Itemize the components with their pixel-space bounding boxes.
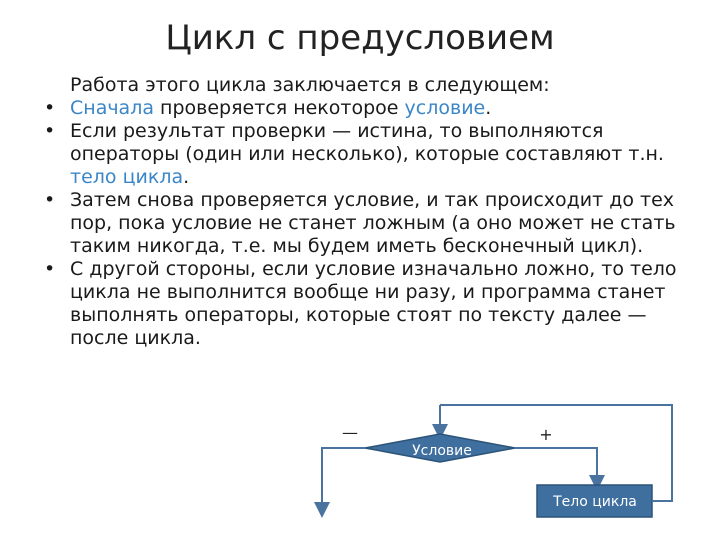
highlighted-term: Сначала xyxy=(70,97,154,119)
highlighted-term: тело цикла xyxy=(70,166,184,188)
highlighted-term: условие xyxy=(404,97,486,119)
bullet-text: . xyxy=(485,97,492,119)
false-branch-line xyxy=(322,448,365,510)
loop-body-label: Тело цикла xyxy=(553,494,637,510)
bullet-text: Если результат проверки — истина, то выполняются операторы (один или несколько), которые составляют т.н. xyxy=(70,120,664,165)
true-sign: + xyxy=(539,425,553,444)
false-sign: — xyxy=(342,423,358,442)
bullet-dot: • xyxy=(44,97,56,119)
bullet-dot: • xyxy=(44,258,56,280)
true-branch-line xyxy=(515,448,597,483)
bullet-dot: • xyxy=(44,120,56,142)
bullet-text: проверяется некоторое xyxy=(154,97,405,119)
bullet-dot: • xyxy=(44,189,56,211)
intro-text: Работа этого цикла заключается в следующем: xyxy=(70,74,550,96)
condition-label: Условие xyxy=(412,443,472,459)
bullet-text: Затем снова проверяется условие, и так происходит до тех пор, пока условие не станет ложным (а оно может не стать таким никогда, т.е. мы будем иметь бесконечный цикл). xyxy=(70,189,676,257)
bullet-text: . xyxy=(183,166,190,188)
bullet-text: С другой стороны, если условие изначально ложно, то тело цикла не выполнится вообще ни разу, и программа станет выполнять операторы, которые стоят по тексту далее — после цикла. xyxy=(70,258,677,349)
slide-title: Цикл с предусловием xyxy=(165,18,555,58)
